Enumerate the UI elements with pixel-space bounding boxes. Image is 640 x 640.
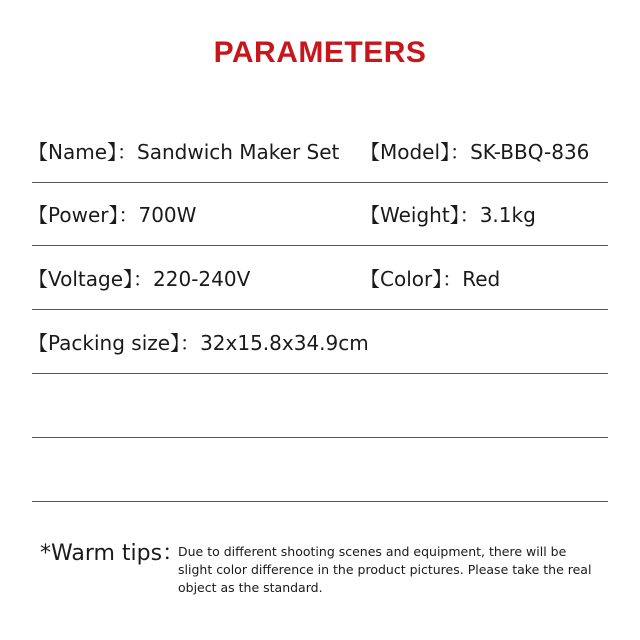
param-value: 700W [138,203,197,227]
param-row [28,203,608,243]
row-divider [32,182,608,183]
warm-tips-label: *Warm tips： [40,541,185,566]
param-label: 【Model】： [360,140,471,164]
param-label: 【Color】： [360,267,463,291]
row-divider [32,437,608,438]
param-row [28,267,608,307]
param-label: 【Voltage】： [28,267,154,291]
param-value: Red [462,267,501,291]
param-label: 【Packing size】： [28,331,201,355]
page-title: PARAMETERS [213,36,427,69]
param-row [28,140,608,180]
param-label: 【Weight】： [360,203,480,227]
param-row [28,331,608,371]
param-model [360,140,589,164]
row-divider [32,245,608,246]
param-label: 【Power】： [28,203,139,227]
param-value: 220-240V [153,267,251,291]
param-weight [360,203,536,227]
param-label: 【Name】： [28,140,138,164]
param-value: SK-BBQ-836 [470,140,590,164]
param-packing-size [28,331,369,355]
warm-tips-text: Due to different shooting scenes and equipment, there will be slight color difference in the product pictures. Please take the real object as the standard. [178,544,592,595]
param-color [360,267,500,291]
row-divider [32,501,608,502]
row-divider [32,373,608,374]
param-value: Sandwich Maker Set [137,140,340,164]
param-name [28,140,339,164]
param-voltage [28,267,250,291]
param-value: 3.1kg [479,203,536,227]
param-value: 32x15.8x34.9cm [200,331,369,355]
row-divider [32,309,608,310]
param-power [28,203,196,227]
